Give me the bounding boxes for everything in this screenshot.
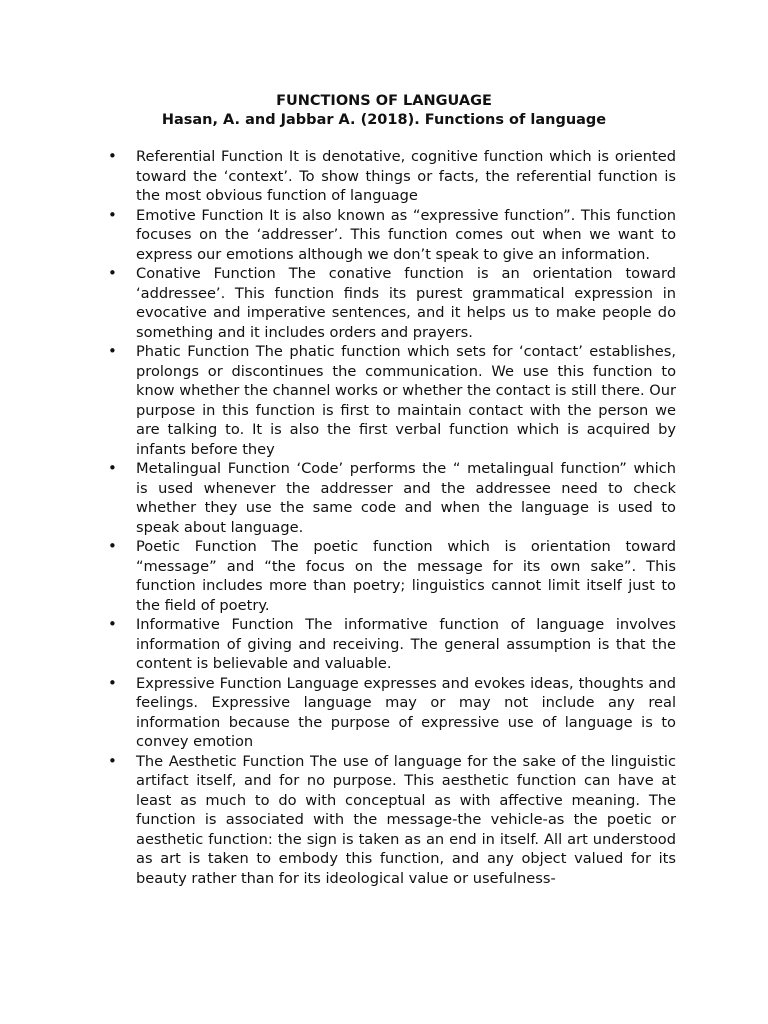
list-item-aesthetic <box>0 752 768 889</box>
bullet-icon: • <box>108 342 117 360</box>
list-item-text: The Aesthetic Function The use of language for the sake of the linguistic artifact itself, and for no purpose. This aesthetic function can have at least as much to do with conceptual as with affective meaning. The function is associated with the message-the vehicle-as the poetic or aesthetic function: the sign is taken as an end in itself. All art understood as art is taken to embody this function, and any object valued for its beauty rather than for its ideological value or usefulness- <box>136 752 676 887</box>
page-title: FUNCTIONS OF LANGUAGE <box>276 93 492 109</box>
list-item-informative <box>0 615 768 674</box>
list-item-text: Informative Function The informative function of language involves information of giving and receiving. The general assumption is that the content is believable and valuable. <box>136 616 676 672</box>
list-item-metalingual <box>0 459 768 537</box>
bullet-icon: • <box>108 264 117 282</box>
functions-list <box>0 147 768 888</box>
bullet-icon: • <box>108 615 117 633</box>
bullet-icon: • <box>108 537 117 555</box>
list-item-poetic <box>0 537 768 615</box>
list-item-referential <box>0 147 768 206</box>
list-item-emotive <box>0 206 768 265</box>
list-item-text: Phatic Function The phatic function which sets for ‘contact’ establishes, prolongs or discontinues the communication. We use this function to know whether the channel works or whether the contact is still there. Our purpose in this function is first to maintain contact with the person we are talking to. It is also the first verbal function which is acquired by infants before they <box>136 343 676 458</box>
list-item-text: Expressive Function Language expresses and evokes ideas, thoughts and feelings. Expressive language may or may not include any real information because the purpose of expressive use of language is to convey emotion <box>136 674 676 750</box>
list-item-phatic <box>0 342 768 459</box>
bullet-icon: • <box>108 459 117 477</box>
citation-heading: Hasan, A. and Jabbar A. (2018). Functions of language <box>161 112 607 128</box>
bullet-icon: • <box>108 673 117 692</box>
list-item-text: Conative Function The conative function is an orientation toward ‘addressee’. This function finds its purest grammatical expression in evocative and imperative sentences, and it helps us to make people do something and it includes orders and prayers. <box>136 265 676 341</box>
list-item-text: Referential Function It is denotative, cognitive function which is oriented toward the ‘context’. To show things or facts, the referential function is the most obvious function of language <box>136 148 676 204</box>
bullet-icon: • <box>108 147 117 165</box>
list-item-expressive <box>0 674 768 752</box>
bullet-icon: • <box>108 751 117 770</box>
list-item-text: Poetic Function The poetic function which is orientation toward “message” and “the focus on the message for its own sake”. This function includes more than poetry; linguistics cannot limit itself just to the field of poetry. <box>136 538 676 614</box>
list-item-text: Metalingual Function ‘Code’ performs the “ metalingual function” which is used whenever the addresser and the addressee need to check whether they use the same code and when the language is used to speak about language. <box>136 460 676 536</box>
list-item-conative <box>0 264 768 342</box>
list-item-text: Emotive Function It is also known as “expressive function”. This function focuses on the ‘addresser’. This function comes out when we want to express our emotions although we don’t speak to give an information. <box>136 206 676 263</box>
bullet-icon: • <box>108 205 117 224</box>
